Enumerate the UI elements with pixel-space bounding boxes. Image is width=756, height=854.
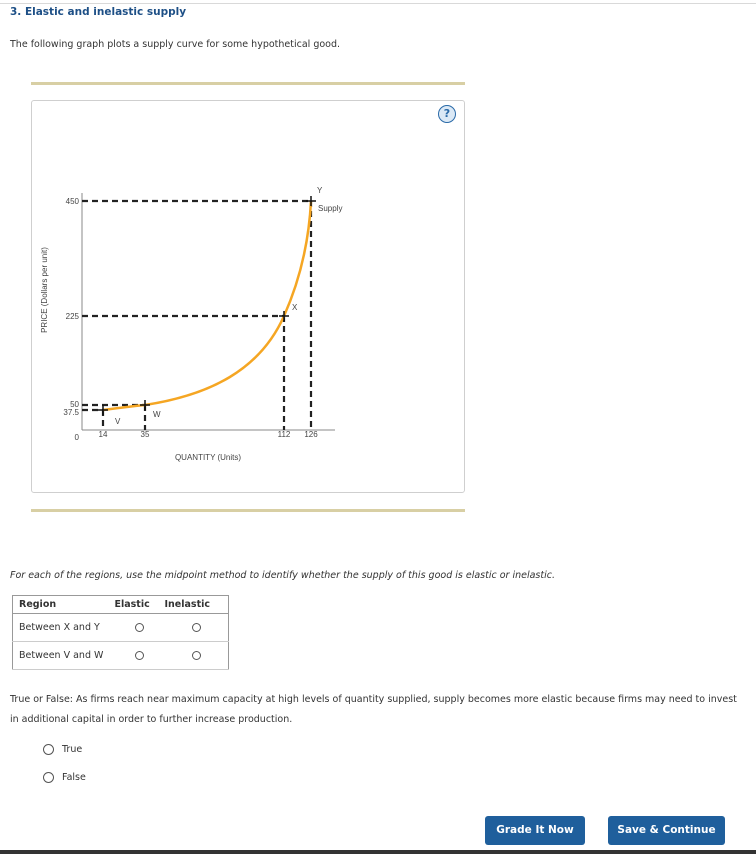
intro-text: The following graph plots a supply curve for some hypothetical good. bbox=[10, 39, 341, 50]
point-label-v: V bbox=[115, 417, 121, 426]
radio-vw-elastic[interactable] bbox=[135, 651, 144, 660]
table-row bbox=[13, 614, 229, 642]
x-tick-14: 14 bbox=[98, 430, 108, 439]
region-label-xy: Between X and Y bbox=[13, 614, 115, 642]
point-label-w: W bbox=[153, 410, 161, 419]
region-label-vw: Between V and W bbox=[13, 642, 115, 670]
y-tick-50: 50 bbox=[70, 400, 79, 409]
elasticity-prompt: For each of the regions, use the midpoint method to identify whether the supply of this good is elastic or inelastic. bbox=[10, 570, 555, 581]
option-false[interactable] bbox=[43, 772, 86, 783]
table-row bbox=[13, 642, 229, 670]
x-tick-126: 126 bbox=[304, 430, 318, 439]
x-tick-35: 35 bbox=[140, 430, 150, 439]
radio-true[interactable] bbox=[43, 744, 54, 755]
help-icon[interactable]: ? bbox=[438, 105, 456, 123]
y-tick-37.5: 37.5 bbox=[63, 408, 79, 417]
header-elastic: Elastic bbox=[115, 596, 165, 614]
header-inelastic: Inelastic bbox=[165, 596, 229, 614]
point-label-y: Y bbox=[317, 186, 323, 195]
grade-it-now-button[interactable]: Grade It Now bbox=[485, 816, 585, 845]
x-tick-112: 112 bbox=[277, 430, 291, 439]
true-false-question: True or False: As firms reach near maximum capacity at high levels of quantity supplied, supply becomes more elastic because firms may need to invest in additional capital in order to further increase production. bbox=[10, 694, 737, 725]
x-axis-label: QUANTITY (Units) bbox=[174, 453, 242, 462]
y-tick-0: 0 bbox=[74, 433, 79, 442]
graph-bottom-rule bbox=[31, 509, 465, 512]
option-true-label: True bbox=[62, 744, 83, 755]
bottom-bar bbox=[0, 850, 756, 854]
point-label-x: X bbox=[292, 303, 298, 312]
radio-vw-inelastic[interactable] bbox=[192, 651, 201, 660]
radio-xy-inelastic[interactable] bbox=[192, 623, 201, 632]
option-true[interactable] bbox=[43, 744, 82, 755]
y-axis-label: PRICE (Dollars per unit) bbox=[40, 247, 49, 333]
save-continue-button[interactable]: Save & Continue bbox=[608, 816, 725, 845]
supply-curve bbox=[103, 201, 311, 410]
elasticity-table bbox=[12, 595, 229, 670]
table-header-row bbox=[13, 596, 229, 614]
radio-false[interactable] bbox=[43, 772, 54, 783]
y-tick-450: 450 bbox=[65, 197, 79, 206]
y-tick-225: 225 bbox=[65, 312, 79, 321]
radio-xy-elastic[interactable] bbox=[135, 623, 144, 632]
question-title: 3. Elastic and inelastic supply bbox=[10, 6, 187, 18]
header-region: Region bbox=[13, 596, 115, 614]
option-false-label: False bbox=[62, 772, 86, 783]
series-label-supply: Supply bbox=[318, 204, 343, 213]
